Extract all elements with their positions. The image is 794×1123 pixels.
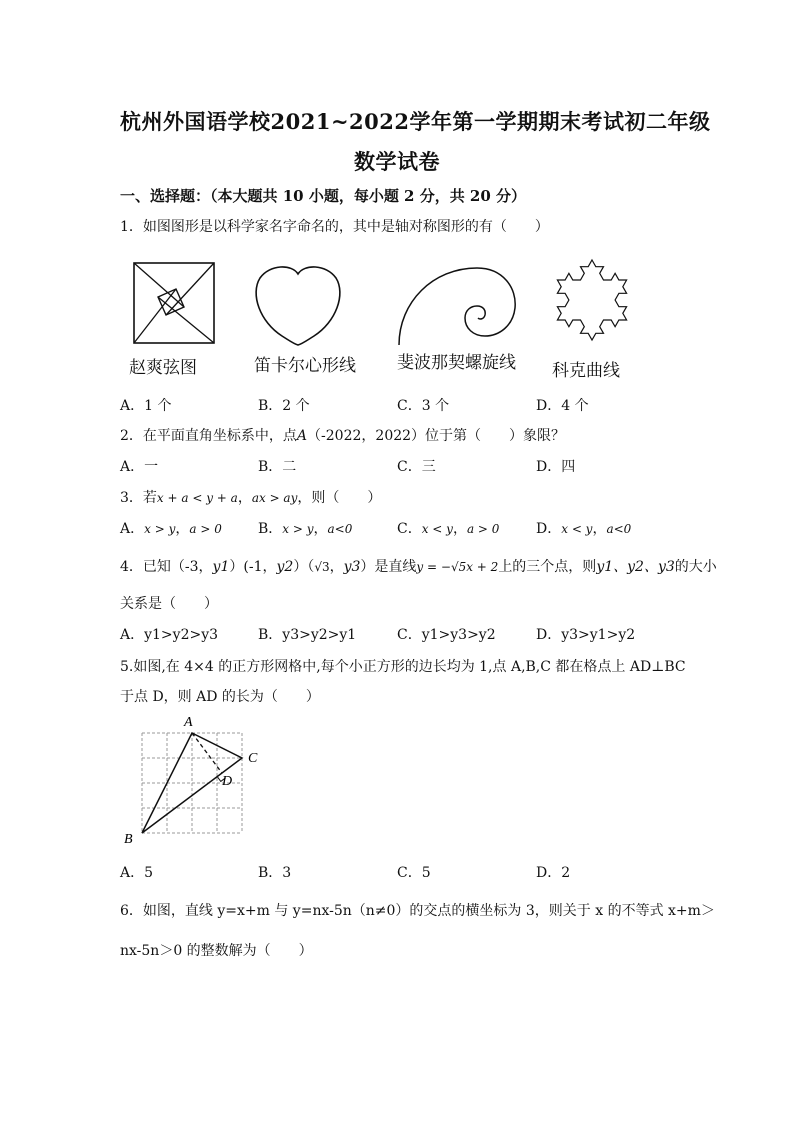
q3-c-sep: ， bbox=[452, 521, 467, 537]
label-b: B bbox=[124, 832, 133, 847]
q4-option-d: D．y3>y1>y2 bbox=[536, 627, 636, 643]
q4-sqrt3: √3 bbox=[314, 560, 330, 574]
q2-option-c: C．三 bbox=[397, 459, 436, 475]
q3-a-sep: ， bbox=[175, 521, 190, 537]
q3-sep: ， bbox=[237, 490, 252, 506]
question-6-line1: 6．如图，直线 y=x+m 与 y=nx-5n（n≠0）的交点的横坐标为 3，则关于 x 的不等式 x+m＞ bbox=[120, 903, 715, 919]
question-1-text: 1．如图图形是以科学家名字命名的，其中是轴对称图形的有（ ） bbox=[120, 219, 549, 235]
q3-c-label: C． bbox=[397, 521, 422, 537]
q4-text-post: 上的三个点，则 bbox=[498, 559, 597, 575]
q4-line-equation: y = −√5x + 2 bbox=[416, 560, 499, 574]
chord-2 bbox=[166, 263, 214, 315]
q5-option-c: C．5 bbox=[397, 865, 431, 881]
q3-d-relation: x < y bbox=[561, 522, 593, 536]
q4-list: y1、y2、y3 bbox=[596, 559, 675, 575]
koch-snowflake-figure bbox=[546, 252, 638, 344]
label-d: D bbox=[222, 774, 233, 789]
q3-a-condition: a > 0 bbox=[189, 522, 222, 536]
q3-condition-1: x + a < y + a bbox=[156, 491, 238, 505]
q3-b-label: B． bbox=[258, 521, 283, 537]
q3-c-condition: a > 0 bbox=[466, 522, 500, 536]
zhao-shuang-diagram bbox=[130, 260, 220, 346]
exam-title-line2: 数学试卷 bbox=[354, 149, 440, 174]
q3-c-relation: x < y bbox=[421, 522, 453, 536]
q1-option-a: A．1 个 bbox=[120, 398, 172, 414]
q2-point: A bbox=[296, 428, 308, 444]
exam-title-line1: 杭州外国语学校2021~2022学年第一学期期末考试初二年级 bbox=[120, 109, 711, 134]
cardioid-figure bbox=[252, 262, 344, 348]
question-5-line1: 5.如图,在 4×4 的正方形网格中,每个小正方形的边长均为 1,点 A,B,C 都在格点上 AD⊥BC bbox=[120, 659, 686, 675]
q3-d-label: D． bbox=[536, 521, 562, 537]
q5-option-b: B．3 bbox=[258, 865, 292, 881]
outer-square bbox=[134, 263, 214, 343]
q3-text-post: ，则（ ） bbox=[297, 490, 382, 506]
q1-option-d: D．4 个 bbox=[536, 398, 589, 414]
fibonacci-spiral-figure bbox=[395, 262, 520, 348]
q3-option-d bbox=[536, 518, 631, 538]
q1-option-b: B．2 个 bbox=[258, 398, 310, 414]
caption-zhao-shuang: 赵爽弦图 bbox=[129, 358, 197, 378]
q5-option-a: A．5 bbox=[120, 865, 154, 881]
caption-fibonacci: 斐波那契螺旋线 bbox=[397, 353, 516, 373]
q2-option-d: D．四 bbox=[536, 459, 576, 475]
q4-text-pre: 4．已知（-3， bbox=[120, 559, 213, 575]
q4-y1: y1 bbox=[212, 559, 230, 575]
q4-mid4: ）是直线 bbox=[360, 559, 417, 575]
q4-mid1: ）(-1， bbox=[229, 559, 277, 575]
q3-a-label: A． bbox=[120, 521, 145, 537]
section-heading: 一、选择题：（本大题共 10 小题，每小题 2 分，共 20 分） bbox=[120, 187, 527, 205]
q3-option-b bbox=[258, 518, 352, 538]
koch-curve bbox=[557, 260, 626, 340]
q4-y3: y3 bbox=[343, 559, 361, 575]
caption-cardioid: 笛卡尔心形线 bbox=[254, 356, 356, 376]
q3-condition-2: ax > ay bbox=[251, 491, 298, 505]
q4-option-c: C．y1>y3>y2 bbox=[397, 627, 496, 643]
label-a: A bbox=[184, 715, 193, 730]
q4-mid2: ）（ bbox=[293, 559, 315, 575]
q4-mid3: ， bbox=[329, 559, 344, 575]
q2-text-pre: 2．在平面直角坐标系中，点 bbox=[120, 428, 297, 444]
chord-4 bbox=[134, 289, 176, 343]
question-4-line2: 关系是（ ） bbox=[120, 596, 218, 612]
q4-tail: 的大小 bbox=[674, 559, 717, 575]
q2-text-post: （-2022，2022）位于第（ ）象限？ bbox=[307, 428, 566, 444]
inner-square bbox=[158, 289, 184, 315]
caption-koch: 科克曲线 bbox=[552, 361, 620, 381]
label-c: C bbox=[248, 751, 258, 766]
q5-grid-figure bbox=[118, 712, 268, 847]
question-4-text bbox=[120, 556, 717, 576]
question-6-line2: nx-5n＞0 的整数解为（ ） bbox=[120, 943, 313, 959]
question-5-line2: 于点 D，则 AD 的长为（ ） bbox=[120, 689, 320, 705]
q4-option-b: B．y3>y2>y1 bbox=[258, 627, 357, 643]
q2-option-a: A．一 bbox=[120, 459, 159, 475]
q4-y2: y2 bbox=[276, 559, 294, 575]
q3-d-sep: ， bbox=[592, 521, 607, 537]
q3-b-condition: a<0 bbox=[327, 522, 353, 536]
q3-text-pre: 3．若 bbox=[120, 490, 157, 506]
q3-option-c bbox=[397, 518, 499, 538]
q2-option-b: B．二 bbox=[258, 459, 297, 475]
q3-option-a bbox=[120, 518, 222, 538]
q5-option-d: D．2 bbox=[536, 865, 571, 881]
chord-3 bbox=[158, 297, 214, 343]
q3-b-sep: ， bbox=[313, 521, 328, 537]
q3-d-condition: a<0 bbox=[606, 522, 632, 536]
q4-option-a: A．y1>y2>y3 bbox=[120, 627, 219, 643]
cardioid-curve bbox=[256, 267, 340, 345]
spiral-curve bbox=[399, 268, 515, 345]
q3-b-relation: x > y bbox=[282, 522, 314, 536]
question-2-text bbox=[120, 425, 565, 445]
q1-option-c: C．3 个 bbox=[397, 398, 450, 414]
q3-a-relation: x > y bbox=[144, 522, 176, 536]
question-3-text bbox=[120, 487, 381, 507]
